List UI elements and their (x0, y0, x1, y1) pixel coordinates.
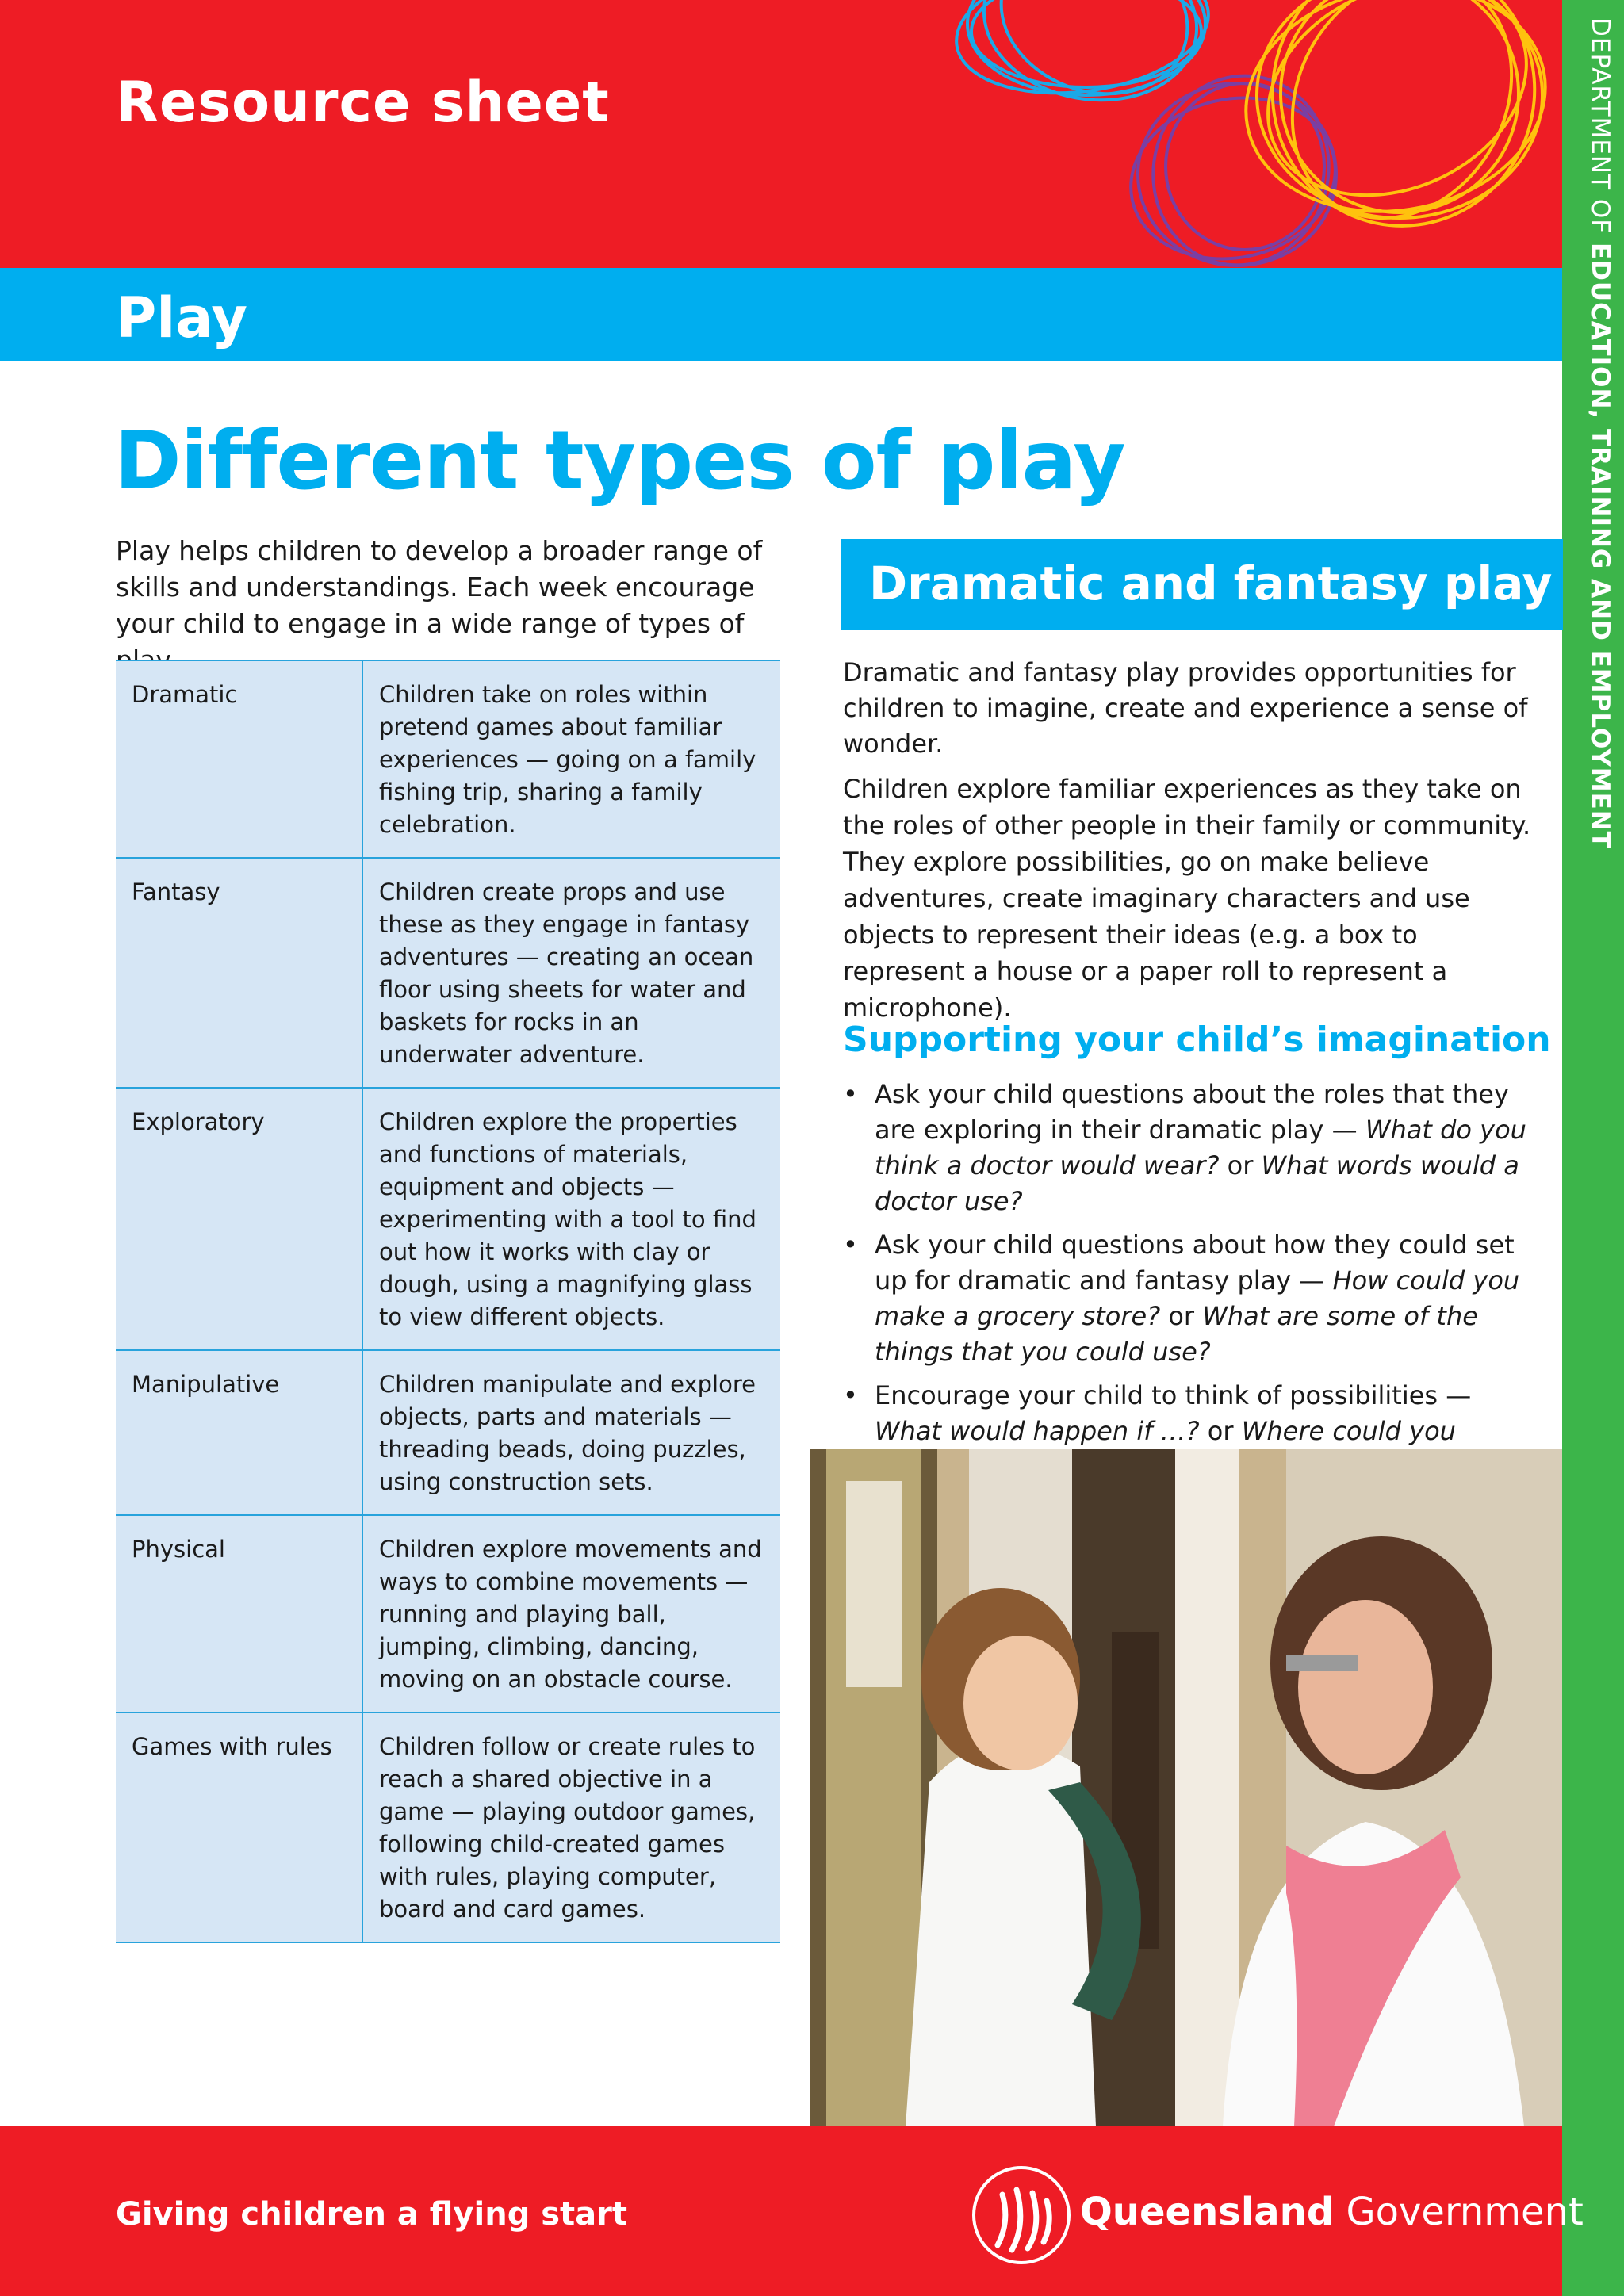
tip-or: or (1160, 1301, 1203, 1331)
topic-label: Play (116, 285, 248, 350)
play-type-name: Dramatic (116, 660, 362, 858)
department-prefix: DEPARTMENT OF (1586, 17, 1614, 243)
support-heading: Supporting your child’s imagination (843, 1020, 1551, 1060)
play-types-table (116, 660, 780, 1943)
tip-or: or (1219, 1150, 1262, 1181)
tip-question: Where could you (1241, 1416, 1456, 1446)
table-row (116, 1350, 780, 1515)
tip-or: or (1199, 1416, 1242, 1446)
tip-text: Ask your child questions about how they could set up for dramatic and fantasy play — (875, 1230, 1515, 1295)
table-row (116, 1515, 780, 1712)
play-type-name: Physical (116, 1515, 362, 1712)
tip-question: What do you think a doctor would wear? (875, 1115, 1526, 1181)
tips-list (843, 1077, 1533, 1493)
page-title: Different types of play (114, 414, 1125, 508)
play-type-description: Children follow or create rules to reach a shared objective in a game — playing outdoor games, following child-created games with rules, playing computer, board and card games. (362, 1712, 780, 1942)
play-type-name: Exploratory (116, 1088, 362, 1350)
play-type-description: Children manipulate and explore objects, parts and materials — threading beads, doing puzzles, using construction sets. (362, 1350, 780, 1515)
dramatic-fantasy-heading: Dramatic and fantasy play (869, 557, 1553, 610)
government-name-bold: Queensland (1080, 2190, 1335, 2234)
tip-text: Encourage your child to think of possibilities — (875, 1380, 1472, 1410)
table-row (116, 858, 780, 1088)
child-doctor-photo (810, 1449, 1562, 2126)
play-type-description: Children create props and use these as they engage in fantasy adventures — creating an ocean floor using sheets for water and baskets for rocks in an underwater adventure. (362, 858, 780, 1088)
resource-sheet-label: Resource sheet (116, 70, 610, 135)
dramatic-paragraph-1: Dramatic and fantasy play provides opportunities for children to imagine, create and experience a sense of wonder. (843, 657, 1528, 759)
table-row (116, 1712, 780, 1942)
play-type-name: Games with rules (116, 1712, 362, 1942)
intro-paragraph: Play helps children to develop a broader range of skills and understandings. Each week encourage your child to engage in a wide range of types of (116, 535, 763, 639)
play-type-description: Children explore movements and ways to combine movements — running and playing ball, jumping, climbing, dancing, moving on an obstacle course. (362, 1515, 780, 1712)
bullet-icon: • (843, 1230, 858, 1260)
play-type-name: Fantasy (116, 858, 362, 1088)
play-type-name: Manipulative (116, 1350, 362, 1515)
government-wordmark (1080, 2190, 1584, 2234)
list-item (843, 1077, 1533, 1219)
tip-question: What would happen if …? (875, 1416, 1200, 1446)
department-name: EDUCATION, TRAINING AND EMPLOYMENT (1586, 243, 1614, 849)
table-row (116, 660, 780, 858)
bullet-icon: • (843, 1079, 858, 1109)
play-type-description: Children explore the properties and functions of materials, equipment and objects — experimenting with a tool to find out how it works with clay or dough, using a magnifying glass to view different objects. (362, 1088, 780, 1350)
tip-text: Ask your child questions about the roles that they are exploring in their dramatic play — (875, 1079, 1509, 1145)
queensland-crest-icon (969, 2163, 1074, 2267)
list-item (843, 1227, 1533, 1370)
department-label (1567, 17, 1614, 849)
tip-question: What words would a doctor use? (875, 1150, 1519, 1216)
bullet-icon: • (843, 1380, 858, 1410)
scribble-decoration (936, 0, 1570, 285)
tip-question: How could you make a grocery store? (875, 1265, 1520, 1331)
government-name-regular: Government (1334, 2190, 1584, 2234)
table-row (116, 1088, 780, 1350)
footer-tagline: Giving children a flying start (116, 2196, 628, 2233)
tip-question: What are some of the things that you could use? (875, 1301, 1478, 1367)
play-type-description: Children take on roles within pretend games about familiar experiences — going on a family fishing trip, sharing a family celebration. (362, 660, 780, 858)
dramatic-paragraph-2: Children explore familiar experiences as they take on the roles of other people in their family or community. They explore possibilities, go on make believe adventures, create imaginary characters and use objects to represent their ideas (e.g. a box to represent a house or a paper roll to represent a microphone). (843, 774, 1531, 1023)
